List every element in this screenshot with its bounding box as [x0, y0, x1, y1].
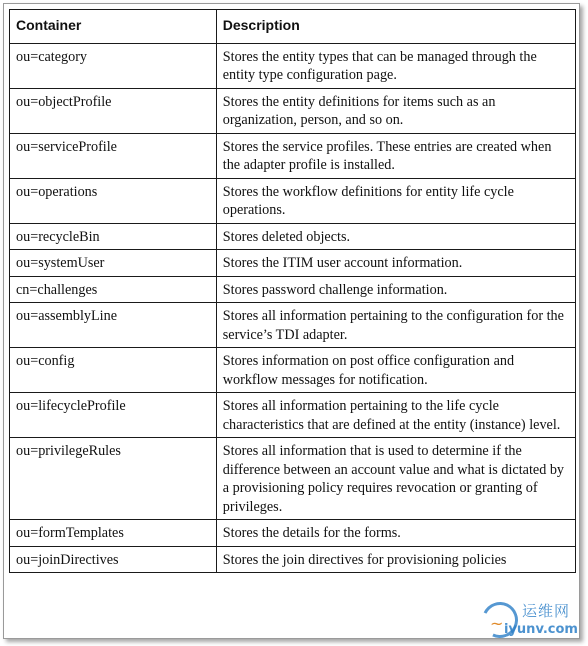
- table-row: [10, 133, 576, 178]
- watermark: [482, 598, 582, 642]
- container-cell: ou=recycleBin: [10, 223, 217, 250]
- description-cell: Stores the service profiles. These entries are created when the adapter profile is installed.: [216, 133, 575, 178]
- container-cell: ou=privilegeRules: [10, 438, 217, 520]
- table-row: [10, 393, 576, 438]
- description-cell: Stores information on post office configuration and workflow messages for notification.: [216, 348, 575, 393]
- header-container: Container: [10, 10, 217, 44]
- container-cell: ou=operations: [10, 178, 217, 223]
- container-cell: ou=systemUser: [10, 250, 217, 277]
- container-cell: ou=config: [10, 348, 217, 393]
- container-cell: ou=category: [10, 43, 217, 88]
- description-cell: Stores all information pertaining to the configuration for the service’s TDI adapter.: [216, 303, 575, 348]
- watermark-url: iyunv.com: [504, 622, 578, 637]
- table-row: [10, 520, 576, 547]
- container-cell: ou=formTemplates: [10, 520, 217, 547]
- container-cell: ou=joinDirectives: [10, 546, 217, 573]
- description-cell: Stores the join directives for provisioning policies: [216, 546, 575, 573]
- table-row: [10, 250, 576, 277]
- table-row: [10, 178, 576, 223]
- header-description: Description: [216, 10, 575, 44]
- container-cell: cn=challenges: [10, 276, 217, 303]
- container-cell: ou=assemblyLine: [10, 303, 217, 348]
- table-row: [10, 276, 576, 303]
- table-row: [10, 438, 576, 520]
- description-cell: Stores the details for the forms.: [216, 520, 575, 547]
- wind-glyph-icon: ~: [490, 614, 504, 633]
- table-header-row: [10, 10, 576, 44]
- description-cell: Stores the entity types that can be managed through the entity type configuration page.: [216, 43, 575, 88]
- description-cell: Stores the entity definitions for items such as an organization, person, and so on.: [216, 88, 575, 133]
- description-cell: Stores password challenge information.: [216, 276, 575, 303]
- watermark-brand: 运维网: [522, 602, 571, 620]
- table-row: [10, 348, 576, 393]
- description-cell: Stores the ITIM user account information.: [216, 250, 575, 277]
- table-row: [10, 303, 576, 348]
- table-row: [10, 546, 576, 573]
- document-frame: [3, 3, 580, 639]
- description-cell: Stores the workflow definitions for entity life cycle operations.: [216, 178, 575, 223]
- container-table: [9, 9, 576, 573]
- container-cell: ou=lifecycleProfile: [10, 393, 217, 438]
- container-cell: ou=serviceProfile: [10, 133, 217, 178]
- description-cell: Stores deleted objects.: [216, 223, 575, 250]
- description-cell: Stores all information that is used to determine if the difference between an account value and what is dictated by a provisioning policy requires revocation or granting of privileges.: [216, 438, 575, 520]
- table-row: [10, 88, 576, 133]
- container-cell: ou=objectProfile: [10, 88, 217, 133]
- description-cell: Stores all information pertaining to the life cycle characteristics that are defined at the entity (instance) level.: [216, 393, 575, 438]
- table-row: [10, 43, 576, 88]
- table-row: [10, 223, 576, 250]
